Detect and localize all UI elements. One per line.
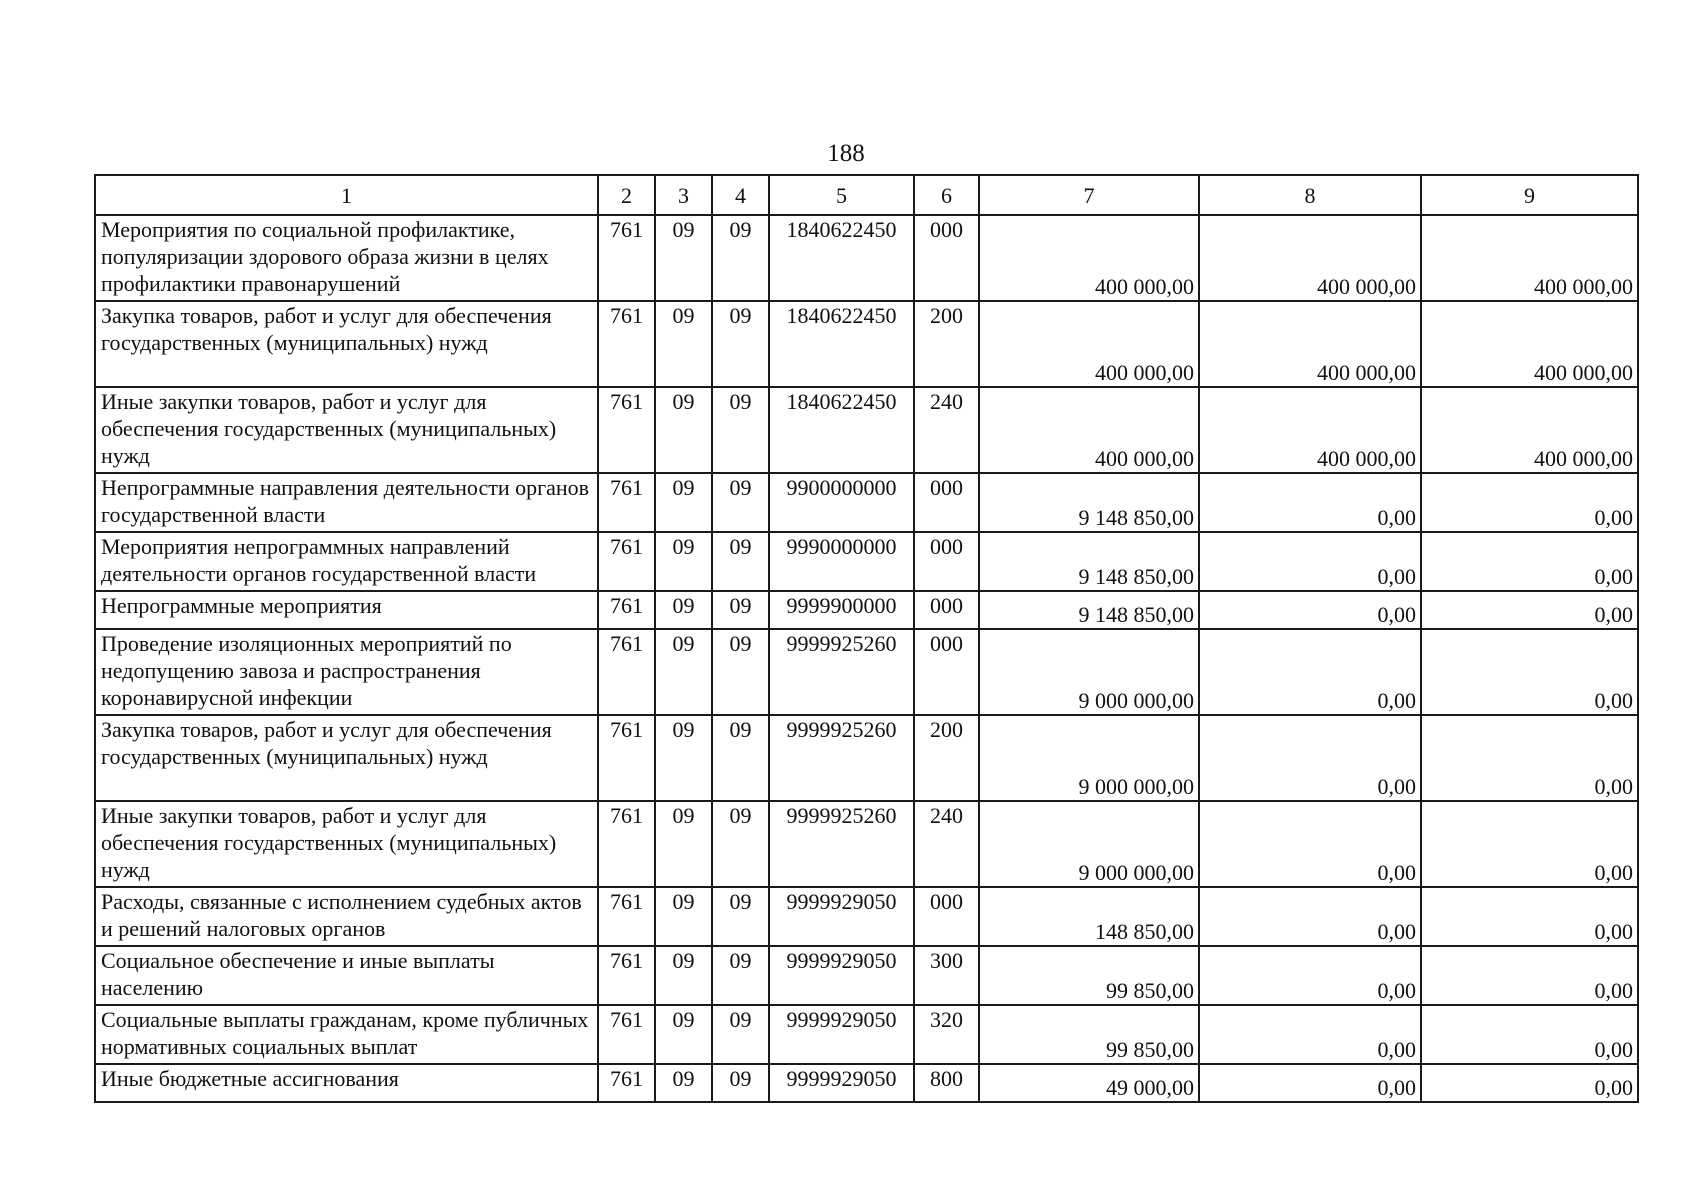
- cell-rz-code: 09: [655, 532, 712, 591]
- row-name: Иные закупки товаров, работ и услуг для обеспечения государственных (муниципальных) нужд: [95, 387, 598, 473]
- cell-pr-code: 09: [712, 591, 769, 629]
- cell-vr-code: 000: [914, 473, 979, 532]
- cell-gr-code: 761: [598, 301, 655, 387]
- cell-amount-col8: 0,00: [1199, 629, 1421, 715]
- cell-rz-code: 09: [655, 1005, 712, 1064]
- cell-gr-code: 761: [598, 715, 655, 801]
- cell-amount-col7: 148 850,00: [979, 887, 1199, 946]
- cell-rz-code: 09: [655, 301, 712, 387]
- cell-csr-code: 9999929050: [769, 887, 914, 946]
- cell-amount-col7: 49 000,00: [979, 1064, 1199, 1102]
- row-name: Закупка товаров, работ и услуг для обеспечения государственных (муниципальных) нужд: [95, 301, 598, 387]
- column-header: 4: [712, 175, 769, 215]
- cell-amount-col9: 0,00: [1421, 532, 1638, 591]
- cell-amount-col7: 9 000 000,00: [979, 629, 1199, 715]
- page-number: 188: [827, 140, 865, 167]
- cell-csr-code: 1840622450: [769, 301, 914, 387]
- cell-amount-col8: 0,00: [1199, 1064, 1421, 1102]
- cell-csr-code: 1840622450: [769, 215, 914, 301]
- cell-amount-col7: 9 000 000,00: [979, 801, 1199, 887]
- cell-vr-code: 000: [914, 887, 979, 946]
- column-header: 9: [1421, 175, 1638, 215]
- cell-amount-col7: 400 000,00: [979, 301, 1199, 387]
- cell-gr-code: 761: [598, 215, 655, 301]
- cell-rz-code: 09: [655, 591, 712, 629]
- cell-amount-col8: 0,00: [1199, 946, 1421, 1005]
- cell-vr-code: 320: [914, 1005, 979, 1064]
- cell-amount-col8: 0,00: [1199, 715, 1421, 801]
- table-row: [95, 215, 1638, 301]
- cell-pr-code: 09: [712, 946, 769, 1005]
- column-header: 7: [979, 175, 1199, 215]
- table-row: [95, 387, 1638, 473]
- cell-csr-code: 9900000000: [769, 473, 914, 532]
- cell-pr-code: 09: [712, 887, 769, 946]
- cell-vr-code: 300: [914, 946, 979, 1005]
- cell-gr-code: 761: [598, 887, 655, 946]
- table-row: [95, 532, 1638, 591]
- cell-gr-code: 761: [598, 801, 655, 887]
- table-row: [95, 591, 1638, 629]
- column-header: 2: [598, 175, 655, 215]
- row-name: Мероприятия непрограммных направлений деятельности органов государственной власти: [95, 532, 598, 591]
- row-name: Социальное обеспечение и иные выплаты населению: [95, 946, 598, 1005]
- row-name: Непрограммные направления деятельности органов государственной власти: [95, 473, 598, 532]
- cell-rz-code: 09: [655, 715, 712, 801]
- cell-amount-col9: 0,00: [1421, 946, 1638, 1005]
- cell-pr-code: 09: [712, 1064, 769, 1102]
- cell-rz-code: 09: [655, 473, 712, 532]
- cell-amount-col9: 0,00: [1421, 1005, 1638, 1064]
- cell-pr-code: 09: [712, 715, 769, 801]
- cell-amount-col9: 400 000,00: [1421, 301, 1638, 387]
- cell-vr-code: 200: [914, 715, 979, 801]
- cell-vr-code: 240: [914, 801, 979, 887]
- cell-gr-code: 761: [598, 591, 655, 629]
- cell-csr-code: 9999925260: [769, 801, 914, 887]
- cell-rz-code: 09: [655, 1064, 712, 1102]
- cell-gr-code: 761: [598, 473, 655, 532]
- row-name: Иные бюджетные ассигнования: [95, 1064, 598, 1102]
- cell-amount-col8: 0,00: [1199, 473, 1421, 532]
- cell-pr-code: 09: [712, 1005, 769, 1064]
- cell-rz-code: 09: [655, 887, 712, 946]
- cell-csr-code: 9999929050: [769, 1064, 914, 1102]
- cell-amount-col9: 0,00: [1421, 629, 1638, 715]
- cell-amount-col8: 400 000,00: [1199, 301, 1421, 387]
- cell-vr-code: 800: [914, 1064, 979, 1102]
- cell-rz-code: 09: [655, 946, 712, 1005]
- cell-pr-code: 09: [712, 301, 769, 387]
- cell-pr-code: 09: [712, 387, 769, 473]
- cell-csr-code: 9999929050: [769, 946, 914, 1005]
- cell-amount-col7: 9 148 850,00: [979, 591, 1199, 629]
- cell-pr-code: 09: [712, 215, 769, 301]
- cell-rz-code: 09: [655, 215, 712, 301]
- table-row: [95, 887, 1638, 946]
- cell-vr-code: 200: [914, 301, 979, 387]
- cell-vr-code: 000: [914, 629, 979, 715]
- cell-rz-code: 09: [655, 387, 712, 473]
- cell-vr-code: 240: [914, 387, 979, 473]
- row-name: Расходы, связанные с исполнением судебных актов и решений налоговых органов: [95, 887, 598, 946]
- cell-amount-col9: 400 000,00: [1421, 387, 1638, 473]
- table-row: [95, 715, 1638, 801]
- budget-table: [94, 174, 1639, 1103]
- table-row: [95, 1005, 1638, 1064]
- cell-rz-code: 09: [655, 801, 712, 887]
- row-name: Проведение изоляционных мероприятий по недопущению завоза и распространения коронавирусной инфекции: [95, 629, 598, 715]
- cell-amount-col8: 0,00: [1199, 591, 1421, 629]
- cell-pr-code: 09: [712, 473, 769, 532]
- cell-gr-code: 761: [598, 1064, 655, 1102]
- cell-pr-code: 09: [712, 629, 769, 715]
- cell-vr-code: 000: [914, 215, 979, 301]
- row-name: Мероприятия по социальной профилактике, популяризации здорового образа жизни в целях профилактики правонарушений: [95, 215, 598, 301]
- table-row: [95, 801, 1638, 887]
- cell-amount-col8: 0,00: [1199, 1005, 1421, 1064]
- cell-amount-col9: 0,00: [1421, 715, 1638, 801]
- cell-amount-col8: 0,00: [1199, 532, 1421, 591]
- cell-amount-col7: 400 000,00: [979, 387, 1199, 473]
- cell-vr-code: 000: [914, 591, 979, 629]
- cell-csr-code: 9999929050: [769, 1005, 914, 1064]
- cell-amount-col8: 0,00: [1199, 887, 1421, 946]
- cell-amount-col8: 0,00: [1199, 801, 1421, 887]
- table-row: [95, 1064, 1638, 1102]
- row-name: Закупка товаров, работ и услуг для обеспечения государственных (муниципальных) нужд: [95, 715, 598, 801]
- column-header: 1: [95, 175, 598, 215]
- cell-amount-col7: 99 850,00: [979, 1005, 1199, 1064]
- row-name: Иные закупки товаров, работ и услуг для обеспечения государственных (муниципальных) нужд: [95, 801, 598, 887]
- table-row: [95, 473, 1638, 532]
- cell-amount-col7: 99 850,00: [979, 946, 1199, 1005]
- table-row: [95, 629, 1638, 715]
- table-row: [95, 301, 1638, 387]
- cell-gr-code: 761: [598, 946, 655, 1005]
- cell-amount-col8: 400 000,00: [1199, 387, 1421, 473]
- column-header: 3: [655, 175, 712, 215]
- table-row: [95, 946, 1638, 1005]
- column-number-header-row: [95, 175, 1638, 215]
- cell-csr-code: 9999925260: [769, 629, 914, 715]
- row-name: Социальные выплаты гражданам, кроме публичных нормативных социальных выплат: [95, 1005, 598, 1064]
- cell-pr-code: 09: [712, 801, 769, 887]
- cell-amount-col9: 0,00: [1421, 591, 1638, 629]
- cell-gr-code: 761: [598, 1005, 655, 1064]
- cell-amount-col9: 0,00: [1421, 887, 1638, 946]
- row-name: Непрограммные мероприятия: [95, 591, 598, 629]
- cell-gr-code: 761: [598, 532, 655, 591]
- cell-amount-col9: 400 000,00: [1421, 215, 1638, 301]
- cell-amount-col9: 0,00: [1421, 473, 1638, 532]
- cell-rz-code: 09: [655, 629, 712, 715]
- cell-amount-col9: 0,00: [1421, 1064, 1638, 1102]
- cell-amount-col7: 9 000 000,00: [979, 715, 1199, 801]
- cell-csr-code: 9990000000: [769, 532, 914, 591]
- column-header: 8: [1199, 175, 1421, 215]
- cell-amount-col7: 9 148 850,00: [979, 532, 1199, 591]
- column-header: 6: [914, 175, 979, 215]
- cell-pr-code: 09: [712, 532, 769, 591]
- column-header: 5: [769, 175, 914, 215]
- cell-csr-code: 1840622450: [769, 387, 914, 473]
- cell-amount-col7: 400 000,00: [979, 215, 1199, 301]
- cell-csr-code: 9999900000: [769, 591, 914, 629]
- cell-gr-code: 761: [598, 629, 655, 715]
- cell-amount-col9: 0,00: [1421, 801, 1638, 887]
- cell-gr-code: 761: [598, 387, 655, 473]
- cell-vr-code: 000: [914, 532, 979, 591]
- cell-amount-col8: 400 000,00: [1199, 215, 1421, 301]
- cell-csr-code: 9999925260: [769, 715, 914, 801]
- cell-amount-col7: 9 148 850,00: [979, 473, 1199, 532]
